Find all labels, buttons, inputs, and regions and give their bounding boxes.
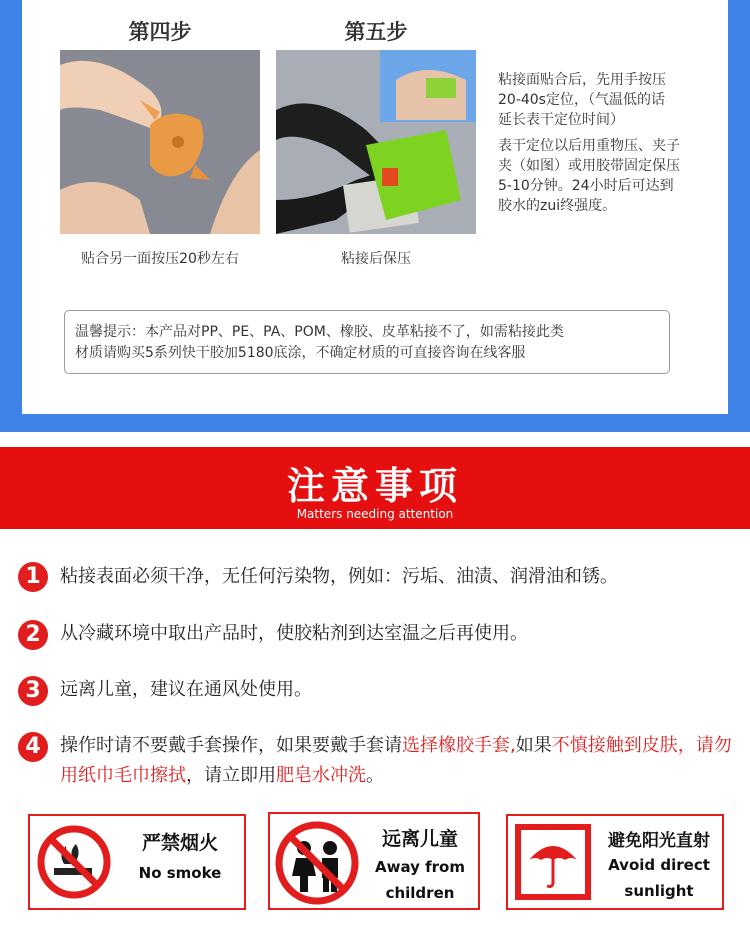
- step-four-photo: [60, 50, 260, 234]
- note-4-text: ，请立即用: [186, 765, 276, 786]
- note-1: 粘接表面必须干净，无任何污染物，例如：污垢、油渍、润滑油和锈。: [60, 566, 618, 587]
- note-number-1: 1: [18, 562, 48, 592]
- step-four-caption: 贴合另一面按压20秒左右: [81, 251, 239, 267]
- instruction-line: 胶水的zui终强度。: [498, 198, 617, 214]
- note-4: [60, 731, 740, 791]
- note-2: 从冷藏环境中取出产品时，使胶粘剂到达室温之后再使用。: [60, 623, 528, 644]
- avoid-sunlight-sign: [506, 814, 724, 910]
- away-children-label-en-1: Away from: [375, 858, 465, 876]
- instruction-line: 20-40s定位，（气温低的话: [498, 92, 665, 108]
- instruction-line: 夹（如图）或用胶带固定保压: [498, 158, 680, 174]
- avoid-sunlight-label: 避免阳光直射: [608, 831, 710, 851]
- umbrella-icon: [515, 824, 591, 900]
- note-4-highlight: 触到皮肤，请勿用纸巾毛巾擦拭: [60, 735, 732, 786]
- tip-line-2: 材质请购买5系列快干胶加5180底涂，不确定材质的可直接咨询在线客服: [75, 345, 526, 361]
- note-4-highlight: 不慎接: [551, 735, 606, 756]
- step-five-photo: [276, 50, 476, 234]
- no-smoke-sign: [28, 814, 246, 910]
- instruction-line: 粘接面贴合后，先用手按压: [498, 72, 666, 88]
- keep-away-children-sign: [268, 812, 480, 910]
- note-4-highlight: 肥皂水冲洗: [276, 765, 366, 786]
- step-five-title: 第五步: [344, 20, 408, 44]
- away-children-label-en-2: children: [385, 884, 455, 902]
- note-4-highlight: 选择橡胶手套,: [402, 735, 516, 756]
- tip-line-1: 温馨提示：本产品对PP、PE、PA、POM、橡胶、皮革粘接不了，如需粘接此类: [75, 324, 564, 340]
- warm-tip-box: [64, 310, 670, 374]
- instruction-line: 表干定位以后用重物压、夹子: [498, 138, 680, 154]
- no-smoke-icon: [36, 824, 112, 900]
- note-4-text: 。: [366, 765, 384, 786]
- bonding-instructions: [498, 70, 713, 216]
- avoid-sunlight-label-en-2: sunlight: [624, 882, 694, 900]
- note-number-3: 3: [18, 676, 48, 706]
- note-4-text: 操作时请不要戴手套操作，如果要戴手套请: [60, 735, 402, 756]
- note-number-2: 2: [18, 620, 48, 650]
- step-four-title: 第四步: [128, 20, 192, 44]
- instruction-line: 延长表干定位时间）: [498, 112, 624, 128]
- no-smoke-label-en: No smoke: [138, 864, 222, 882]
- no-smoke-label: 严禁烟火: [141, 832, 218, 854]
- avoid-sunlight-label-en-1: Avoid direct: [608, 856, 710, 874]
- instruction-line: 5-10分钟。24小时后可达到: [498, 178, 674, 194]
- away-children-label: 远离儿童: [381, 828, 458, 850]
- step-five-caption: 粘接后保压: [341, 251, 411, 267]
- note-number-4: 4: [18, 732, 48, 762]
- no-children-icon: [274, 820, 360, 906]
- note-4-text: 如果: [515, 735, 552, 756]
- notice-subtitle: Matters needing attention: [296, 507, 454, 521]
- notice-title: 注意事项: [286, 463, 463, 508]
- note-3: 远离儿童，建议在通风处使用。: [60, 679, 312, 700]
